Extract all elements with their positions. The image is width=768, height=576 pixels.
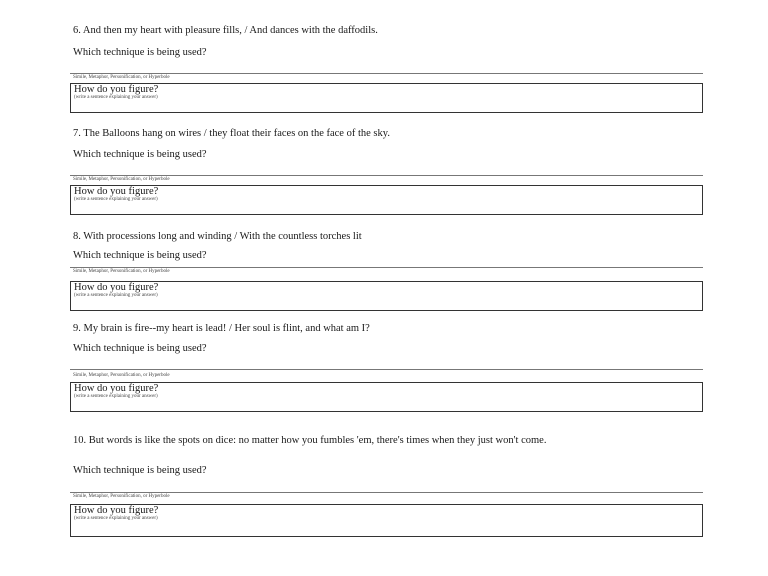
explain-answer-box[interactable] (70, 281, 703, 311)
explain-hint: (write a sentence explaining your answer) (74, 197, 158, 202)
technique-answer-line[interactable] (70, 369, 703, 370)
question-prompt: 6. And then my heart with pleasure fills, / And dances with the daffodils. (73, 25, 378, 36)
technique-options: Simile, Metaphor, Personification, or Hyperbole (73, 177, 170, 182)
explain-title: How do you figure? (74, 84, 159, 95)
explain-answer-box[interactable] (70, 83, 703, 113)
technique-question: Which technique is being used? (73, 250, 207, 261)
question-prompt: 7. The Balloons hang on wires / they float their faces on the face of the sky. (73, 128, 390, 139)
technique-answer-line[interactable] (70, 267, 703, 268)
technique-question: Which technique is being used? (73, 465, 207, 476)
technique-answer-line[interactable] (70, 175, 703, 176)
explain-title: How do you figure? (74, 186, 159, 197)
question-prompt: 10. But words is like the spots on dice: no matter how you fumbles 'em, there's times when they just won't come. (73, 435, 547, 446)
technique-question: Which technique is being used? (73, 149, 207, 160)
technique-options: Simile, Metaphor, Personification, or Hyperbole (73, 75, 170, 80)
technique-question: Which technique is being used? (73, 47, 207, 58)
explain-hint: (write a sentence explaining your answer) (74, 293, 158, 298)
technique-answer-line[interactable] (70, 492, 703, 493)
question-prompt: 8. With processions long and winding / With the countless torches lit (73, 231, 362, 242)
explain-title: How do you figure? (74, 505, 159, 516)
explain-hint: (write a sentence explaining your answer) (74, 95, 158, 100)
technique-question: Which technique is being used? (73, 343, 207, 354)
explain-answer-box[interactable] (70, 504, 703, 537)
explain-hint: (write a sentence explaining your answer) (74, 516, 158, 521)
technique-options: Simile, Metaphor, Personification, or Hyperbole (73, 269, 170, 274)
explain-answer-box[interactable] (70, 382, 703, 412)
technique-options: Simile, Metaphor, Personification, or Hyperbole (73, 494, 170, 499)
explain-title: How do you figure? (74, 282, 159, 293)
technique-answer-line[interactable] (70, 73, 703, 74)
explain-answer-box[interactable] (70, 185, 703, 215)
explain-title: How do you figure? (74, 383, 159, 394)
explain-hint: (write a sentence explaining your answer) (74, 394, 158, 399)
technique-options: Simile, Metaphor, Personification, or Hyperbole (73, 373, 170, 378)
question-prompt: 9. My brain is fire--my heart is lead! / Her soul is flint, and what am I? (73, 323, 370, 334)
